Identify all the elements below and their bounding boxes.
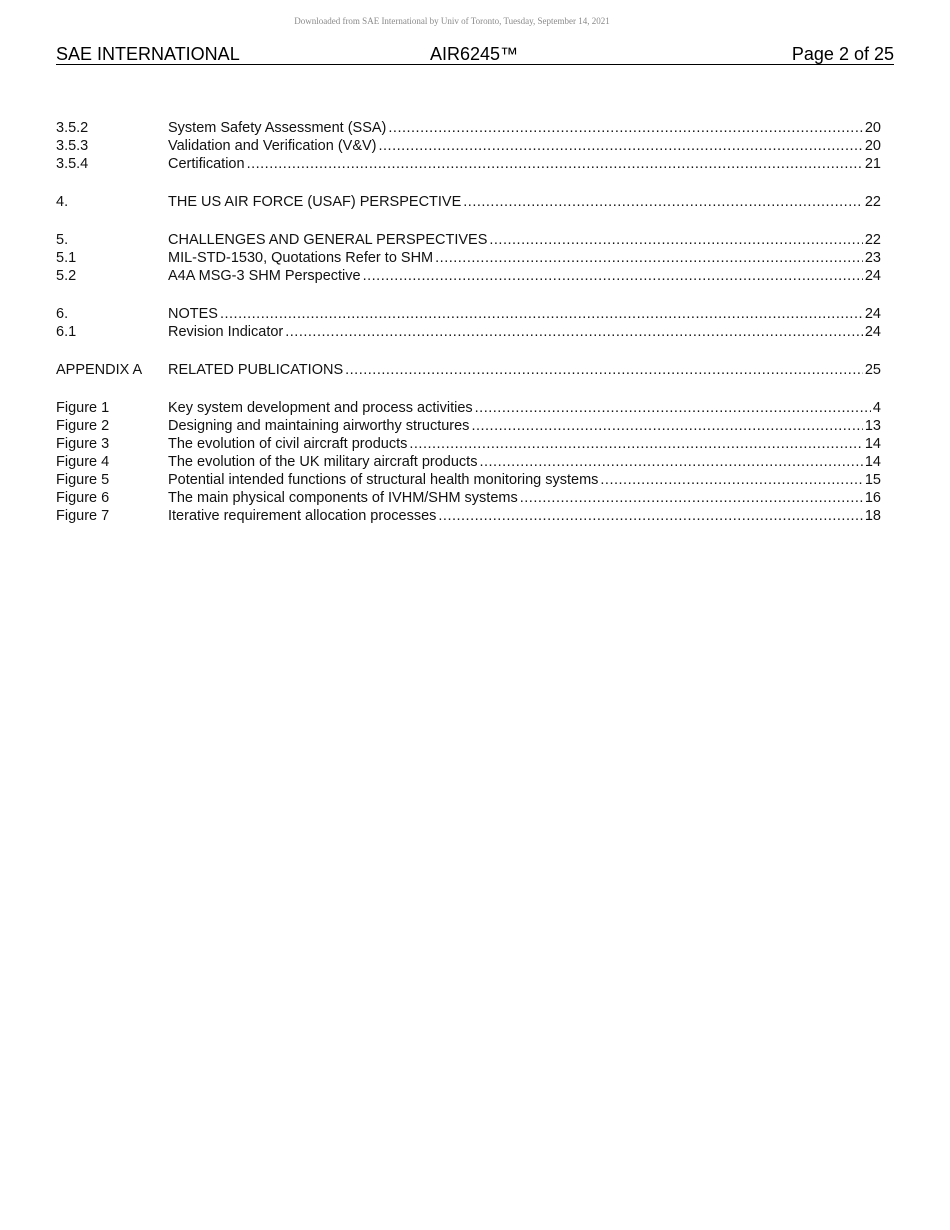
- toc-page: 21: [864, 156, 881, 172]
- toc-title: THE US AIR FORCE (USAF) PERSPECTIVE: [168, 194, 462, 210]
- toc-page: 24: [864, 306, 881, 322]
- toc-title: Iterative requirement allocation processes: [168, 508, 437, 524]
- toc-number: Figure 6: [56, 490, 110, 506]
- toc-entry-figure-3[interactable]: [56, 435, 881, 453]
- document-number: AIR6245™: [430, 44, 519, 64]
- toc-number: 3.5.3: [56, 138, 89, 154]
- toc-number: Figure 2: [56, 418, 110, 434]
- toc-title: CHALLENGES AND GENERAL PERSPECTIVES: [168, 232, 488, 248]
- toc-number: Figure 4: [56, 454, 110, 470]
- dot-leader: [475, 399, 871, 417]
- toc-page: 13: [864, 418, 881, 434]
- toc-page: 14: [864, 436, 881, 452]
- toc-entry-3-5-2[interactable]: [56, 119, 881, 137]
- toc-title: Validation and Verification (V&V): [168, 138, 377, 154]
- toc-number: 4.: [56, 194, 69, 210]
- toc-entry-4[interactable]: [56, 193, 881, 211]
- dot-leader: [220, 305, 863, 323]
- page-indicator: Page 2 of 25: [791, 44, 894, 64]
- toc-title: Certification: [168, 156, 245, 172]
- toc-number: 3.5.2: [56, 120, 89, 136]
- toc-title: Revision Indicator: [168, 324, 284, 340]
- toc-page: 22: [864, 194, 881, 210]
- toc-number: Figure 7: [56, 508, 110, 524]
- toc-number: Figure 5: [56, 472, 110, 488]
- toc-title: Designing and maintaining airworthy structures: [168, 418, 470, 434]
- dot-leader: [435, 249, 863, 267]
- toc-entry-figure-1[interactable]: [56, 399, 881, 417]
- dot-leader: [438, 507, 862, 525]
- dot-leader: [345, 361, 863, 379]
- toc-number: APPENDIX A: [56, 362, 143, 378]
- table-of-contents: [56, 119, 881, 525]
- toc-number: Figure 3: [56, 436, 110, 452]
- toc-title: A4A MSG-3 SHM Perspective: [168, 268, 361, 284]
- toc-title: RELATED PUBLICATIONS: [168, 362, 344, 378]
- toc-title: System Safety Assessment (SSA): [168, 120, 387, 136]
- toc-entry-figure-7[interactable]: [56, 507, 881, 525]
- toc-entry-figure-2[interactable]: [56, 417, 881, 435]
- toc-number: Figure 1: [56, 400, 110, 416]
- toc-page: 4: [872, 400, 881, 416]
- toc-title: The main physical components of IVHM/SHM systems: [168, 490, 518, 506]
- toc-number: 6.1: [56, 324, 77, 340]
- dot-leader: [409, 435, 863, 453]
- dot-leader: [520, 489, 863, 507]
- toc-entry-5-2[interactable]: [56, 267, 881, 285]
- toc-page: 24: [864, 268, 881, 284]
- toc-title: NOTES: [168, 306, 218, 322]
- toc-page: 15: [864, 472, 881, 488]
- toc-number: 5.: [56, 232, 69, 248]
- dot-leader: [463, 193, 863, 211]
- toc-entry-5[interactable]: [56, 231, 881, 249]
- toc-entry-3-5-3[interactable]: [56, 137, 881, 155]
- toc-entry-figure-6[interactable]: [56, 489, 881, 507]
- toc-page: 20: [864, 120, 881, 136]
- toc-page: 20: [864, 138, 881, 154]
- dot-leader: [285, 323, 863, 341]
- toc-entry-3-5-4[interactable]: [56, 155, 881, 173]
- dot-leader: [379, 137, 863, 155]
- toc-title: The evolution of civil aircraft products: [168, 436, 408, 452]
- toc-entry-appendix-a[interactable]: [56, 361, 881, 379]
- toc-page: 16: [864, 490, 881, 506]
- toc-number: 5.2: [56, 268, 77, 284]
- toc-entry-figure-4[interactable]: [56, 453, 881, 471]
- download-watermark: Downloaded from SAE International by Univ of Toronto, Tuesday, September 14, 2021: [294, 16, 610, 26]
- toc-page: 23: [864, 250, 881, 266]
- dot-leader: [363, 267, 863, 285]
- dot-leader: [479, 453, 862, 471]
- toc-page: 18: [864, 508, 881, 524]
- toc-page: 22: [864, 232, 881, 248]
- toc-title: Key system development and process activities: [168, 400, 473, 416]
- dot-leader: [247, 155, 863, 173]
- toc-title: The evolution of the UK military aircraft products: [168, 454, 478, 470]
- dot-leader: [388, 119, 862, 137]
- toc-page: 25: [864, 362, 881, 378]
- toc-page: 24: [864, 324, 881, 340]
- toc-number: 5.1: [56, 250, 77, 266]
- toc-number: 3.5.4: [56, 156, 89, 172]
- toc-number: 6.: [56, 306, 69, 322]
- toc-title: MIL-STD-1530, Quotations Refer to SHM: [168, 250, 434, 266]
- toc-entry-6-1[interactable]: [56, 323, 881, 341]
- toc-title: Potential intended functions of structural health monitoring systems: [168, 472, 599, 488]
- dot-leader: [600, 471, 862, 489]
- dot-leader: [471, 417, 862, 435]
- toc-entry-6[interactable]: [56, 305, 881, 323]
- toc-entry-5-1[interactable]: [56, 249, 881, 267]
- dot-leader: [489, 231, 862, 249]
- publisher-name: SAE INTERNATIONAL: [56, 44, 240, 64]
- toc-entry-figure-5[interactable]: [56, 471, 881, 489]
- toc-page: 14: [864, 454, 881, 470]
- page-header: [56, 44, 894, 65]
